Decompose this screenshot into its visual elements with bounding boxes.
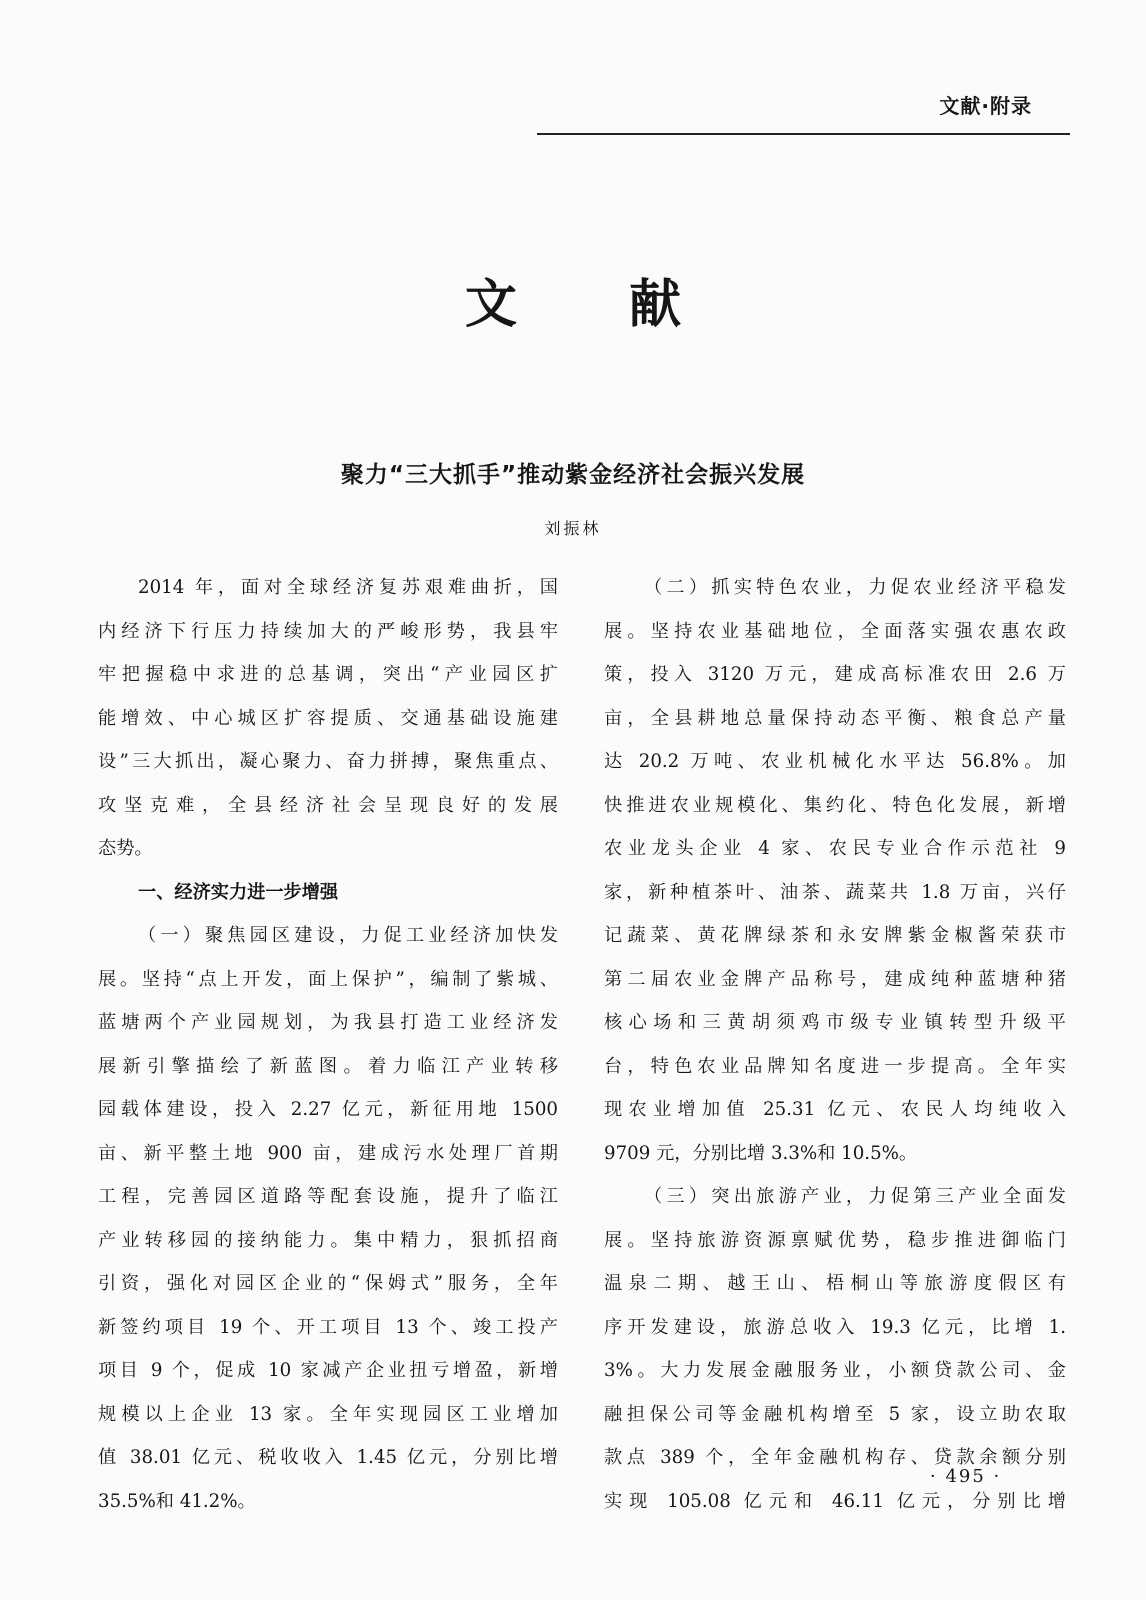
- text-line: 项目 9 个，促成 10 家减产企业扭亏增盈，新增: [98, 1360, 558, 1381]
- article-author: 刘振林: [544, 519, 602, 538]
- text-line: 序开发建设，旅游总收入 19.3 亿元，比增 1.: [604, 1316, 1066, 1338]
- section-heading-economy: 一、经济实力进一步增强: [138, 881, 339, 903]
- article-title: 聚力“三大抓手”推动紫金经济社会振兴发展: [340, 462, 806, 488]
- text-line: 款点 389 个，全年金融机构存、贷款余额分别: [604, 1447, 1066, 1468]
- text-line: 产业转移园的接纳能力。集中精力，狠抓招商: [98, 1229, 558, 1251]
- paragraph-industry: [98, 914, 558, 1523]
- text-line: 牢把握稳中求进的总基调，突出“产业园区扩: [98, 664, 558, 685]
- text-line: 设”三大抓出，凝心聚力、奋力拼搏，聚焦重点、: [98, 751, 558, 772]
- text-line: 实现 105.08 亿元和 46.11 亿元，分别比增: [604, 1490, 1066, 1512]
- text-line: 2014 年，面对全球经济复苏艰难曲折，国: [138, 577, 558, 598]
- text-line: 蓝塘两个产业园规划，为我县打造工业经济发: [98, 1012, 558, 1033]
- text-line: 展。坚持“点上开发，面上保护”，编制了紫城、: [98, 968, 558, 990]
- text-line: 能增效、中心城区扩容提质、交通基础设施建: [98, 707, 558, 729]
- text-line: 园载体建设，投入 2.27 亿元，新征用地 1500: [98, 1099, 558, 1120]
- paragraph-agriculture: [604, 566, 1066, 1175]
- text-line: 引资，强化对园区企业的“保姆式”服务，全年: [98, 1273, 558, 1294]
- text-line: 工程，完善园区道路等配套设施，提升了临江: [98, 1186, 558, 1207]
- page-number: · 495 ·: [930, 1466, 1002, 1487]
- text-line: 值 38.01 亿元、税收收入 1.45 亿元，分别比增: [98, 1447, 558, 1468]
- text-line: 内经济下行压力持续加大的严峻形势，我县牢: [98, 620, 558, 642]
- header-section-label: 文献·附录: [939, 94, 1032, 118]
- text-line: 展。坚持农业基础地位，全面落实强农惠农政: [604, 620, 1066, 642]
- left-column: [98, 566, 558, 1523]
- text-line: （一）聚焦园区建设，力促工业经济加快发: [138, 925, 558, 946]
- text-line: 融担保公司等金融机构增至 5 家，设立助农取: [604, 1403, 1066, 1425]
- text-line: 温泉二期、越王山、梧桐山等旅游度假区有: [604, 1273, 1066, 1294]
- text-line: 现农业增加值 25.31 亿元、农民人均纯收入: [604, 1099, 1066, 1120]
- text-line: 35.5%和 41.2%。: [98, 1490, 256, 1512]
- text-line: 亩、新平整土地 900 亩，建成污水处理厂首期: [98, 1142, 558, 1164]
- text-line: 攻坚克难，全县经济社会呈现良好的发展: [98, 794, 558, 816]
- text-line: 新签约项目 19 个、开工项目 13 个、竣工投产: [98, 1316, 558, 1338]
- text-line: 态势。: [98, 838, 153, 859]
- section-title: 文献: [464, 274, 793, 335]
- text-line: 展新引擎描绘了新蓝图。着力临江产业转移: [98, 1055, 558, 1077]
- text-line: （二）抓实特色农业，力促农业经济平稳发: [644, 577, 1066, 598]
- text-line: 记蔬菜、黄花牌绿茶和永安牌紫金椒酱荣获市: [604, 925, 1066, 946]
- text-line: 9709 元，分别比增 3.3%和 10.5%。: [604, 1142, 918, 1164]
- intro-paragraph: [98, 566, 558, 871]
- text-line: 亩，全县耕地总量保持动态平衡、粮食总产量: [604, 707, 1066, 729]
- text-line: 规模以上企业 13 家。全年实现园区工业增加: [98, 1403, 558, 1425]
- text-line: （三）突出旅游产业，力促第三产业全面发: [644, 1186, 1066, 1207]
- text-line: 家，新种植茶叶、油茶、蔬菜共 1.8 万亩，兴仔: [604, 881, 1066, 903]
- text-line: 达 20.2 万吨、农业机械化水平达 56.8%。加: [604, 751, 1066, 772]
- header-rule: [537, 133, 1070, 135]
- right-column: [604, 566, 1066, 1523]
- text-line: 策，投入 3120 万元，建成高标准农田 2.6 万: [604, 664, 1066, 685]
- text-line: 台，特色农业品牌知名度进一步提高。全年实: [604, 1055, 1066, 1077]
- text-line: 3%。大力发展金融服务业，小额贷款公司、金: [604, 1360, 1066, 1381]
- text-line: 第二届农业金牌产品称号，建成纯种蓝塘种猪: [604, 968, 1066, 990]
- text-line: 农业龙头企业 4 家、农民专业合作示范社 9: [604, 838, 1066, 859]
- text-line: 展。坚持旅游资源禀赋优势，稳步推进御临门: [604, 1229, 1066, 1251]
- text-line: 快推进农业规模化、集约化、特色化发展，新增: [604, 794, 1066, 816]
- text-line: 核心场和三黄胡须鸡市级专业镇转型升级平: [604, 1012, 1066, 1033]
